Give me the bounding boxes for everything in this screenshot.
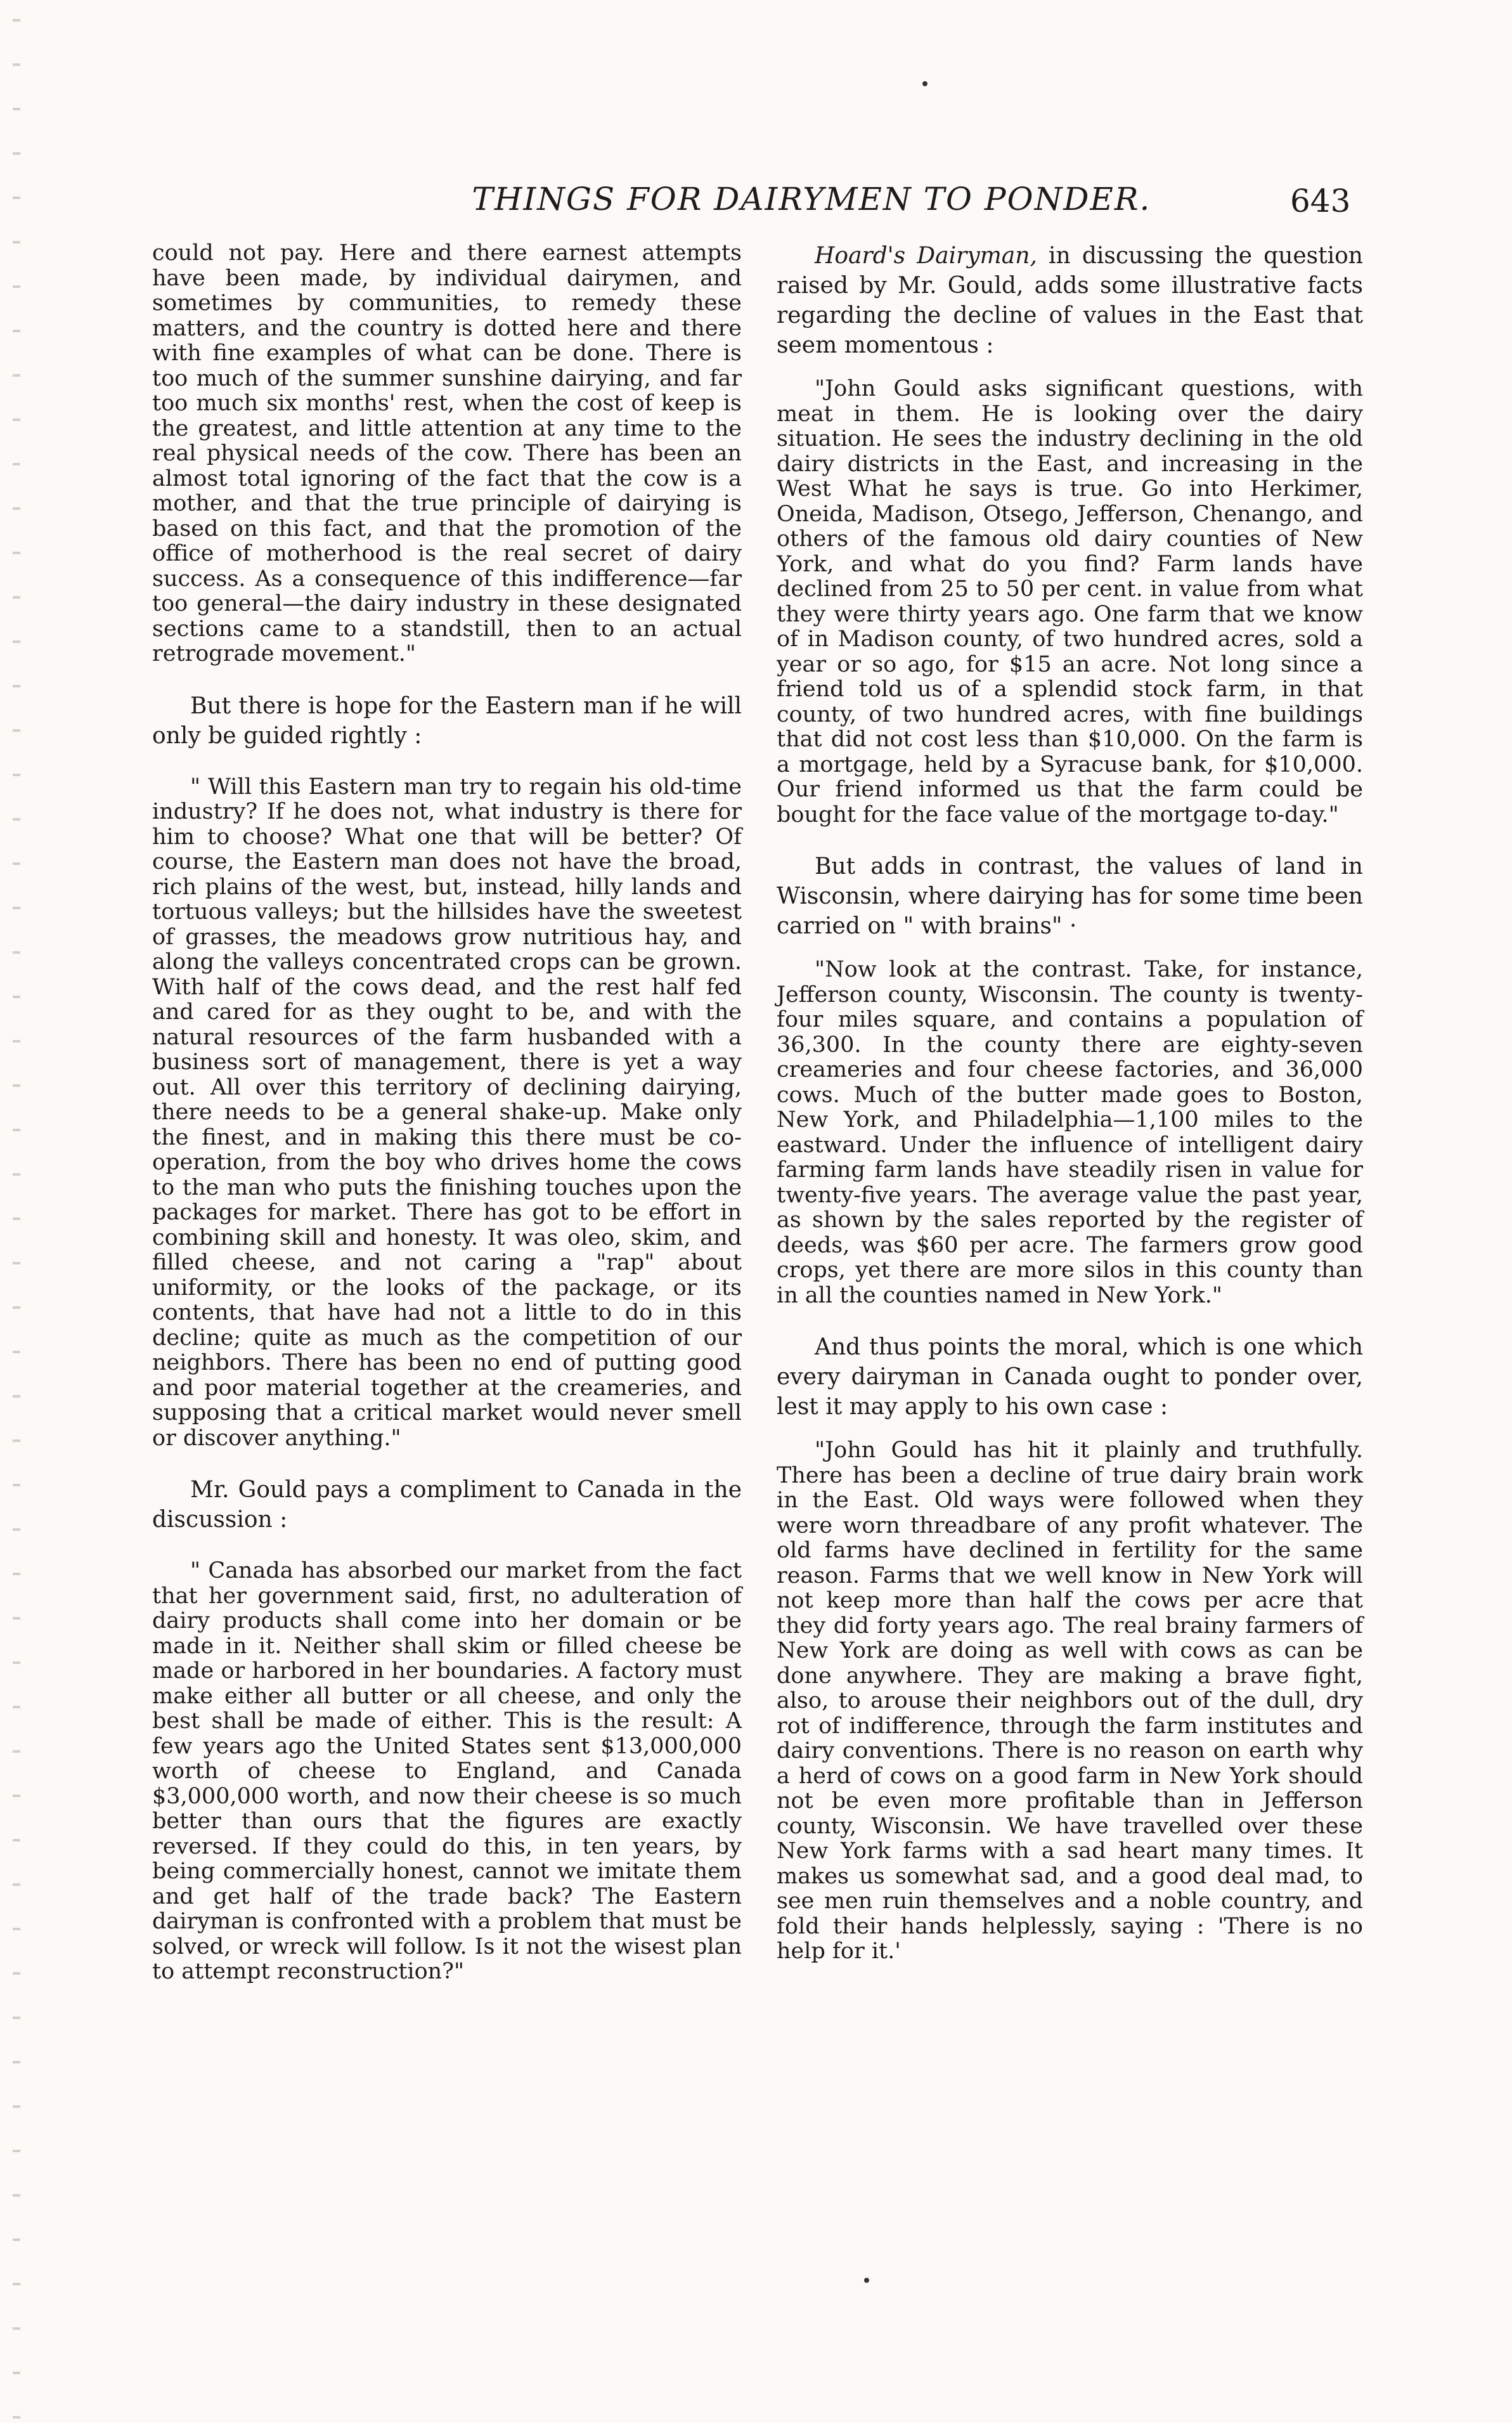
- quotation: " Will this Eastern man try to regain his old-time industry? If he does not, what industry is there for him to choose? What one that will be better? Of course, the Eastern man does not have the broad, rich plains of the west, but, instead, hilly lands and tortuous valleys; but the hillsides have the sweetest of grasses, the meadows grow nutritious hay, and along the valleys concentrated crops can be grown. With half of the cows dead, and the rest half fed and cared for as they ought to be, and with the natural resources of the farm husbanded with a business sort of management, there is yet a way out. All over this territory of declining dairying, there needs to be a general shake-up. Make only the finest, and in making this there must be co-operation, from the boy who drives home the cows to the man who puts the finishing touches upon the packages for market. There has got to be effort in combining skill and honesty. It was oleo, skim, and filled cheese, and not caring a "rap" about uniformity, or the looks of the package, or its contents, that have had not a little to do in this decline; quite as much as the competition of our neighbors. There has been no end of putting good and poor material together at the creameries, and supposing that a critical market would never smell or discover anything.": [152, 774, 742, 1451]
- quotation: "John Gould asks significant questions, with meat in them. He is looking over the dairy situation. He sees the industry declining in the old dairy districts in the East, and increasing in the West What he says is true. Go into Herkimer, Oneida, Madison, Otsego, Jefferson, Chenango, and others of the famous old dairy counties of New York, and what do you find? Farm lands have declined from 25 to 50 per cent. in value from what they were thirty years ago. One farm that we know of in Madison county, of two hundred acres, sold a year or so ago, for $15 an acre. Not long since a friend told us of a splendid stock farm, in that county, of two hundred acres, with fine buildings that did not cost less than $10,000. On the farm is a mortgage, held by a Syracuse bank, for $10,000. Our friend informed us that the farm could be bought for the face value of the mortgage to-day.": [777, 376, 1363, 828]
- left-column: [152, 241, 742, 1985]
- paragraph: could not pay. Here and there earnest attempts have been made, by individual dairymen, and sometimes by communities, to remedy these matters, and the country is dotted here and there with fine examples of what can be done. There is too much of the summer sunshine dairying, and far too much six months' rest, when the cost of keep is the greatest, and little attention at any time to the real physical needs of the cow. There has been an almost total ignoring of the fact that the cow is a mother, and that the true principle of dairying is based on this fact, and that the promotion of the office of motherhood is the real secret of dairy success. As a consequence of this indifference—far too general—the dairy industry in these designated sections came to a standstill, then to an actual retrograde movement.": [152, 240, 742, 666]
- paragraph: Hoard's Dairyman, in discussing the question raised by Mr. Gould, adds some illustrative facts regarding the decline of values in the East that seem momentous :: [777, 243, 1363, 358]
- paragraph: But there is hope for the Eastern man if he will only be guided rightly :: [152, 692, 742, 749]
- quotation: "Now look at the contrast. Take, for instance, Jefferson county, Wisconsin. The county is twenty-four miles square, and contains a population of 36,300. In the county there are eighty-seven creameries and four cheese factories, and 36,000 cows. Much of the butter made goes to Boston, New York, and Philadelphia—1,100 miles to the eastward. Under the influence of intelligent dairy farming farm lands have steadily risen in value for twenty-five years. The average value the past year, as shown by the sales reported by the register of deeds, was $60 per acre. The farmers grow good crops, yet there are more silos in this county than in all the counties named in New York.": [777, 957, 1363, 1308]
- print-speck: [864, 2278, 869, 2283]
- paragraph: Mr. Gould pays a compliment to Canada in the discussion :: [152, 1477, 742, 1533]
- running-title: THINGS FOR DAIRYMEN TO PONDER.: [472, 181, 1151, 218]
- paragraph: But adds in contrast, the values of land in Wisconsin, where dairying has for some time been carried on " with brains" ·: [777, 854, 1363, 939]
- binding-edge-marks: [13, 0, 20, 2423]
- right-column: [777, 241, 1363, 1965]
- print-speck: [922, 81, 927, 86]
- paragraph: And thus points the moral, which is one which every dairyman in Canada ought to ponder over, lest it may apply to his own case :: [777, 1334, 1363, 1420]
- page-number: 643: [1290, 183, 1351, 219]
- publication-title: Hoard's Dairyman,: [815, 243, 1037, 269]
- quotation: "John Gould has hit it plainly and truthfully. There has been a decline of true dairy brain work in the East. Old ways were followed when they were worn threadbare of any profit whatever. The old farms have declined in fertility for the same reason. Farms that we well know in New York will not keep more than half the cows per acre that they did forty years ago. The real brainy farmers of New York are doing as well with cows as can be done anywhere. They are making a brave fight, also, to arouse their neighbors out of the dull, dry rot of indifference, through the farm institutes and dairy conventions. There is no reason on earth why a herd of cows on a good farm in New York should not be even more profitable than in Jefferson county, Wisconsin. We have travelled over these New York farms with a sad heart many times. It makes us somewhat sad, and a good deal mad, to see men ruin themselves and a noble country, and fold their hands helplessly, saying : 'There is no help for it.': [777, 1438, 1363, 1964]
- quotation: " Canada has absorbed our market from the fact that her government said, first, no adulteration of dairy products shall come into her domain or be made in it. Neither shall skim or filled cheese be made or harbored in her boundaries. A factory must make either all butter or all cheese, and only the best shall be made of either. This is the result: A few years ago the United States sent $13,000,000 worth of cheese to England, and Canada $3,000,000 worth, and now their cheese is so much better than ours that the figures are exactly reversed. If they could do this, in ten years, by being commercially honest, cannot we imitate them and get half of the trade back? The Eastern dairyman is confronted with a problem that must be solved, or wreck will follow. Is it not the wisest plan to attempt reconstruction?": [152, 1558, 742, 1984]
